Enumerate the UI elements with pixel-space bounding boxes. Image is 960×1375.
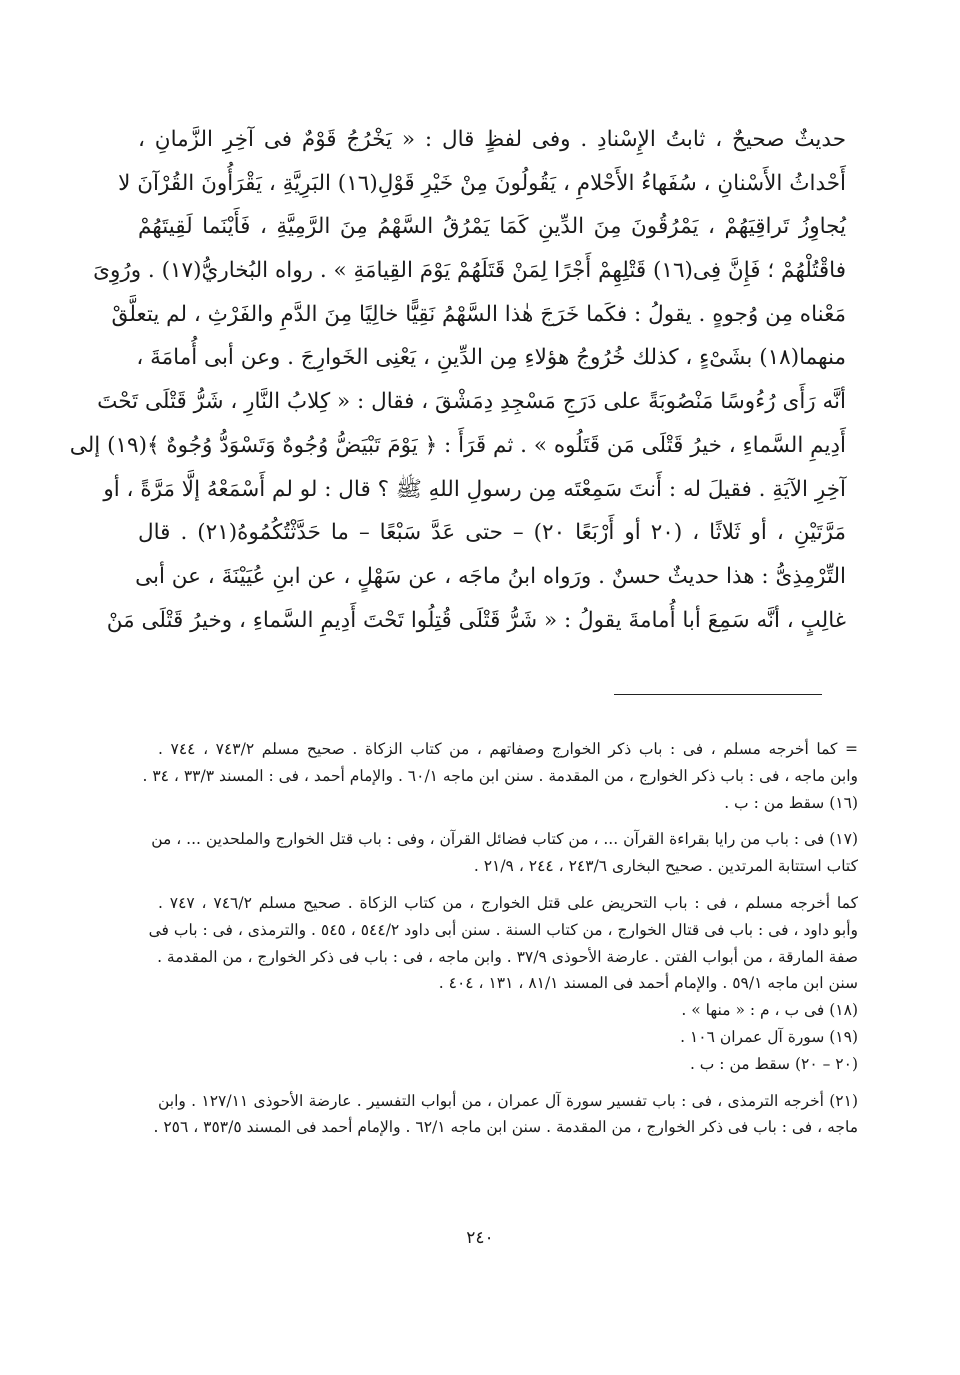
page-number: ٢٤٠ — [466, 1228, 494, 1248]
footnote-line: (٢٠ – ٢٠) سقط من : ب . — [689, 1054, 858, 1073]
footnote-line: (١٦) سقط من : ب . — [724, 793, 858, 812]
main-text-line: أنَّه رَأَى رُءُوسًا مَنْصُوبَةً على دَرَجِ مَسْجِدِ دِمَشْقَ ، فقال : « كِلابُ النَّارِ ، شَرُّ قَتْلَى تَحْتَ — [97, 389, 846, 415]
main-text-line: أَحْداثُ الأَسْنانِ ، سُفَهاءُ الأَحْلامِ ، يَقُولُونَ مِنْ خَيْرِ قَوْلِ(١٦) البَرِيَّةِ ، يَقْرَأُونَ القُرْآنَ لا — [118, 170, 846, 196]
main-text-line: مَرَّتَيْنِ ، أو ثَلاثًا ، (٢٠ أو أَرْبَعًا ٢٠) – حتى عَدَّ سَبْعًا – ما حَدَّثْتُكُمُوهُ(٢١) . قال — [138, 520, 847, 546]
footnote-line: (١٨) فى ب ، م : « منها » . — [681, 1001, 858, 1020]
footnote-line: سنن ابن ماجه ٥٩/١ . والإمام أحمد فى المسند ٨١/١ ، ١٣١ ، ٤٠٤ . — [438, 974, 858, 993]
footnote-separator — [614, 694, 822, 695]
main-text-line: التِّرْمِذِىُّ : هذا حديثٌ حسنٌ . ورَواه ابنُ ماجَه ، عن سَهْلٍ ، عن ابنِ عُيَيْنَةَ ، عن أبى — [135, 563, 846, 589]
main-text-block — [69, 118, 847, 642]
footnote-line: ماجه ، فى : باب فى ذكر الخوارج ، من المقدمة . سنن ابن ماجه ٦٢/١ . والإمام أحمد فى المسند ٣٥٣/٥ ، ٢٥٦ . — [153, 1118, 858, 1137]
footnote-line: (١٩) سورة آل عمران ١٠٦ . — [680, 1027, 858, 1046]
footnote-line: صفة المارقة ، من أبواب الفتن . عارضة الأحوذى ٣٧/٩ . وابن ماجه ، فى : باب فى ذكر الخوارج ، من المقدمة . — [157, 947, 858, 966]
main-text-line: آخِرِ الآيَةِ . فقيلَ له : أَنتَ سَمِعْتَه مِن رسولِ اللهِ ﷺ ؟ قال : لو لم أَسْمَعْهُ إلَّا مَرَّةً ، أو — [103, 476, 846, 502]
footnote-line: وأبو داود ، فى : باب فى قتال الخوارج ، من كتاب السنة . سنن أبى داود ٥٤٤/٢ ، ٥٤٥ . والترمذى ، فى : باب فى — [148, 920, 858, 939]
footnote-line: = كما أخرجه مسلم ، فى : باب ذكر الخوارج وصفاتهم ، من كتاب الزكاة . صحيح مسلم ٧٤٣/٢ ، ٧٤٤ . — [158, 740, 858, 758]
main-text-line: غالِبٍ ، أنَّه سَمِعَ أبا أُمامةَ يقولُ : « شَرُّ قَتْلَى قُتِلُوا تَحْتَ أَدِيمِ السَّماءِ ، وخيرُ قَتْلَى مَنْ — [106, 607, 846, 633]
footnote-line: (٢١) أخرجه الترمذى ، فى : باب تفسير سورة آل عمران ، من أبواب التفسير . عارضة الأحوذى ١٢٧/١١ . وابن — [158, 1091, 859, 1110]
main-text-line: يُجاوِزُ تَراقِيَهُمْ ، يَمْرُقُونَ مِنَ الدِّينِ كَمَا يَمْرُقُ السَّهْمُ مِنَ الرَّمِيَّةِ ، فَأَيْنَما لَقِيتَهُمْ — [138, 214, 846, 240]
main-text-line: مَعْناه مِن وُجوهٍ . يقولُ : فكَما خَرَجَ هٰذا السَّهْمُ نَقِيًّا خالِيًا مِنَ الدَّمِ والفَرْثِ ، لم يتعلَّقْ — [111, 301, 846, 327]
footnotes-block — [142, 736, 859, 1141]
footnote-line: وابن ماجه ، فى : باب ذكر الخوارج ، من المقدمة . سنن ابن ماجه ٦٠/١ . والإمام أحمد ، فى : المسند ٣٣/٣ ، ٣٤ . — [142, 766, 858, 785]
footnote-line: كما أخرجه مسلم ، فى : باب التحريض على قتل الخوارج ، من كتاب الزكاة . صحيح مسلم ٧٤٦/٢ ، ٧٤٧ . — [158, 893, 858, 912]
footnote-line: (١٧) فى : باب من رايا بقراءة القرآن ... ، من كتاب فضائل القرآن ، وفى : باب قتل الخوارج والملحدين ... ، من — [151, 830, 858, 849]
main-text-line: فاقْتُلْهُمْ ؛ فَإِنَّ فِى(١٦) قَتْلِهِمْ أَجْرًا لِمَنْ قَتَلَهُمْ يَوْمَ القِيامَةِ » . رواه البُخاريُّ(١٧) . ورُوِىَ — [93, 258, 846, 284]
main-text-line: حديثٌ صحيحٌ ، ثابتُ الإِسْنادِ . وفى لفظٍ قال : « يَخْرُجُ قَوْمٌ فى آخِرِ الزَّمانِ ، — [138, 127, 846, 152]
main-text-line: منهما(١٨) بشَىْءٍ ، كذلك خُرُوجُ هؤلاءِ مِن الدِّينِ ، يَعْنِى الخَوارِجَ . وعن أبى أُمامَةَ ، — [136, 345, 846, 371]
footnote-line: كتاب استتابة المرتدين . صحيح البخارى ٢٤٣/٦ ، ٢٤٤ ، ٢١/٩ . — [473, 857, 858, 876]
main-text-line: أَدِيمِ السَّماءِ ، خيرُ قَتْلَى مَن قَتَلُوه » . ثم قَرَأَ : ﴿ يَوْمَ تَبْيَضُّ وُجُوهٌ وَتَسْوَدُّ وُجُوهٌ ﴾(١٩) إلى — [69, 432, 846, 458]
